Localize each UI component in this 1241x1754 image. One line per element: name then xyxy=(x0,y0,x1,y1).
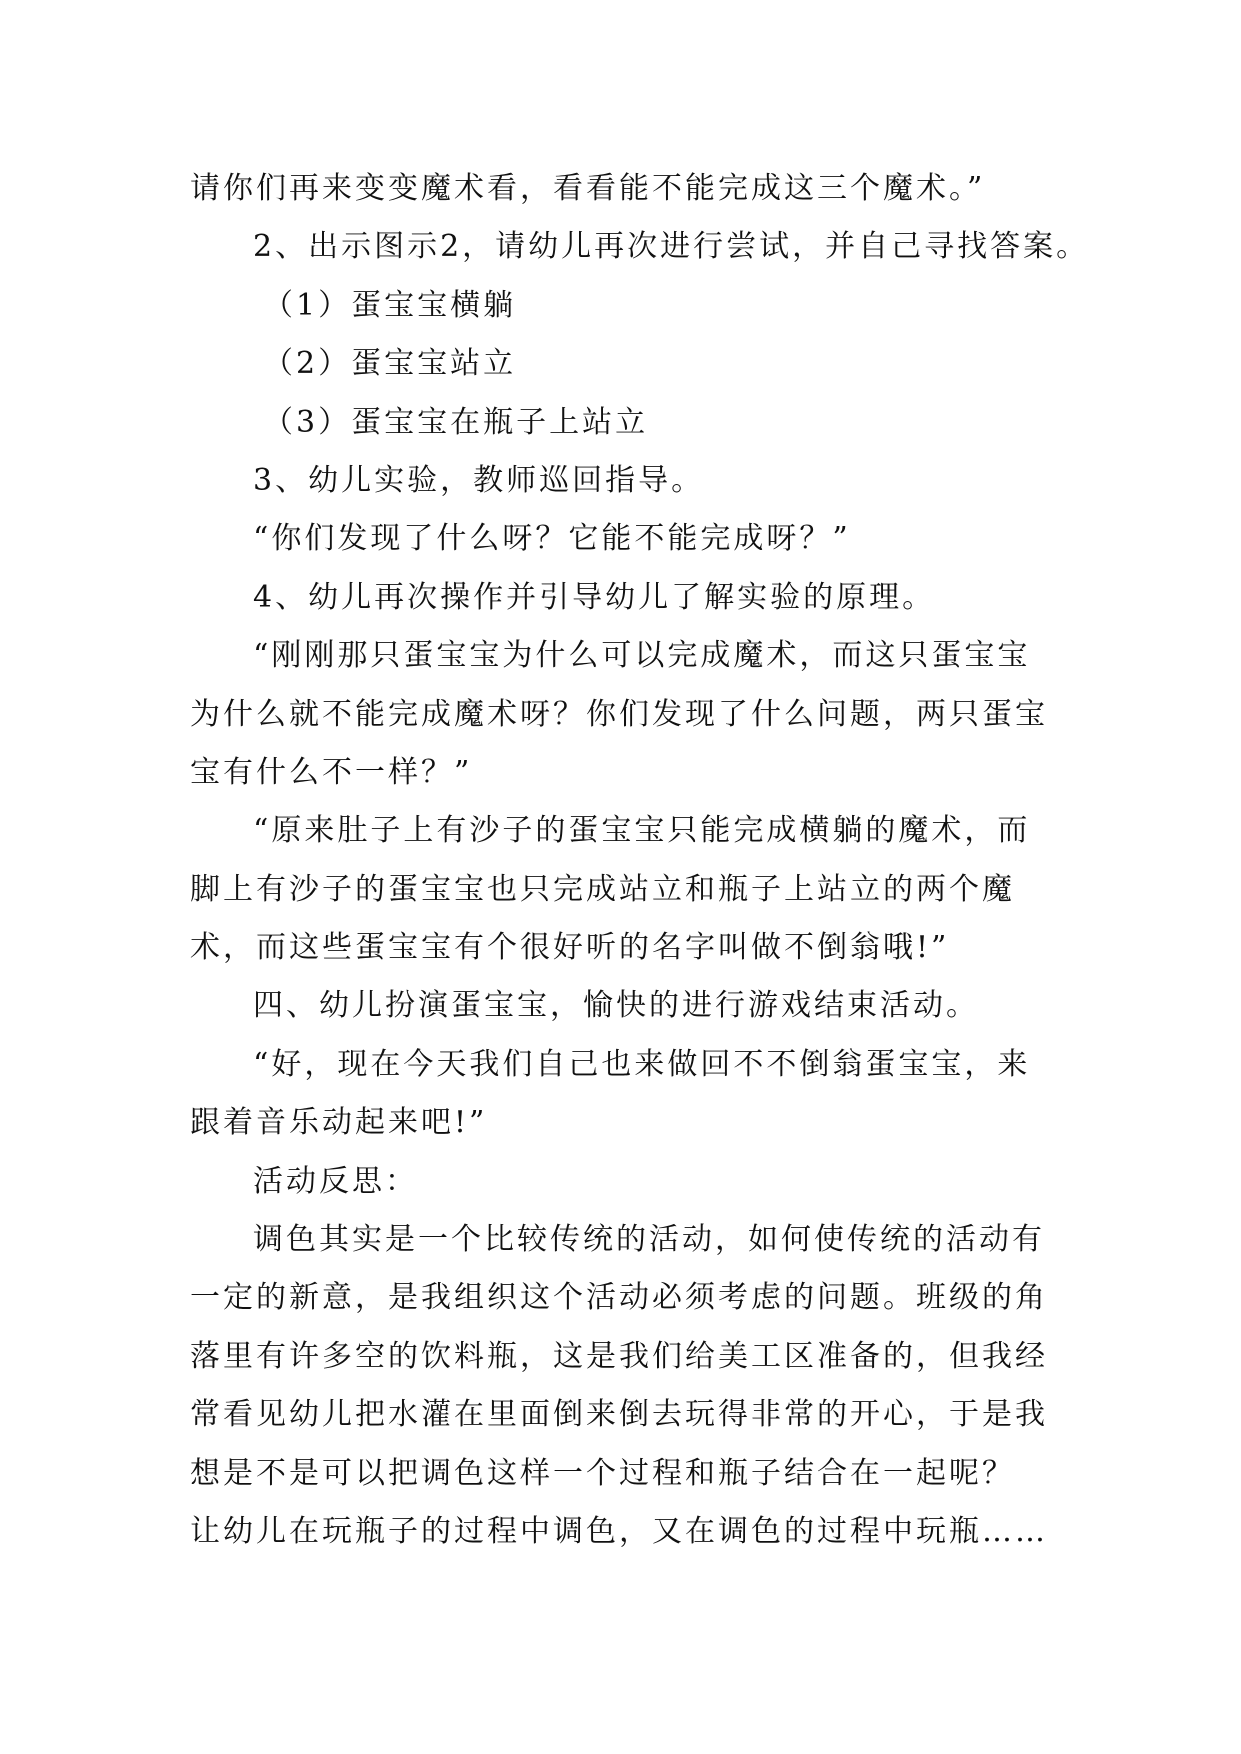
list-item: （1）蛋宝宝横躺 xyxy=(263,287,517,323)
section-heading: 活动反思： xyxy=(253,1163,418,1199)
text-line: 请你们再来变变魔术看，看看能不能完成这三个魔术。” xyxy=(190,171,986,206)
text-line: “原来肚子上有沙子的蛋宝宝只能完成横躺的魔术，而 xyxy=(253,813,1031,849)
text-line: “刚刚那只蛋宝宝为什么可以完成魔术，而这只蛋宝宝 xyxy=(253,638,1031,674)
text-line: 4、幼儿再次操作并引导幼儿了解实验的原理。 xyxy=(253,579,936,615)
text-line: 跟着音乐动起来吧!” xyxy=(190,1105,488,1141)
list-item: （3）蛋宝宝在瓶子上站立 xyxy=(263,404,649,440)
text-line: 让幼儿在玩瓶子的过程中调色，又在调色的过程中玩瓶…… xyxy=(190,1513,1048,1549)
text-line: 脚上有沙子的蛋宝宝也只完成站立和瓶子上站立的两个魔 xyxy=(190,871,1015,907)
text-line: “你们发现了什么呀？它能不能完成呀？” xyxy=(253,521,851,557)
text-line: 术，而这些蛋宝宝有个很好听的名字叫做不倒翁哦!” xyxy=(190,930,950,966)
text-line: 落里有许多空的饮料瓶，这是我们给美工区准备的，但我经 xyxy=(190,1338,1048,1374)
text-line: 常看见幼儿把水灌在里面倒来倒去玩得非常的开心，于是我 xyxy=(190,1397,1048,1433)
text-line: 3、幼儿实验，教师巡回指导。 xyxy=(253,462,705,498)
text-line: 为什么就不能完成魔术呀？你们发现了什么问题，两只蛋宝 xyxy=(190,696,1048,732)
text-line: 宝有什么不一样？” xyxy=(190,754,473,790)
body-text xyxy=(190,160,1090,1561)
text-line: 一定的新意，是我组织这个活动必须考虑的问题。班级的角 xyxy=(190,1280,1048,1316)
text-line: 2、出示图示2，请幼儿再次进行尝试，并自己寻找答案。 xyxy=(253,229,1090,265)
list-item: （2）蛋宝宝站立 xyxy=(263,346,517,382)
text-line: 想是不是可以把调色这样一个过程和瓶子结合在一起呢？ xyxy=(190,1455,1015,1491)
section-heading: 四、幼儿扮演蛋宝宝，愉快的进行游戏结束活动。 xyxy=(253,988,979,1024)
text-line: 调色其实是一个比较传统的活动，如何使传统的活动有 xyxy=(253,1222,1045,1258)
text-line: “好，现在今天我们自己也来做回不不倒翁蛋宝宝，来 xyxy=(253,1046,1031,1082)
